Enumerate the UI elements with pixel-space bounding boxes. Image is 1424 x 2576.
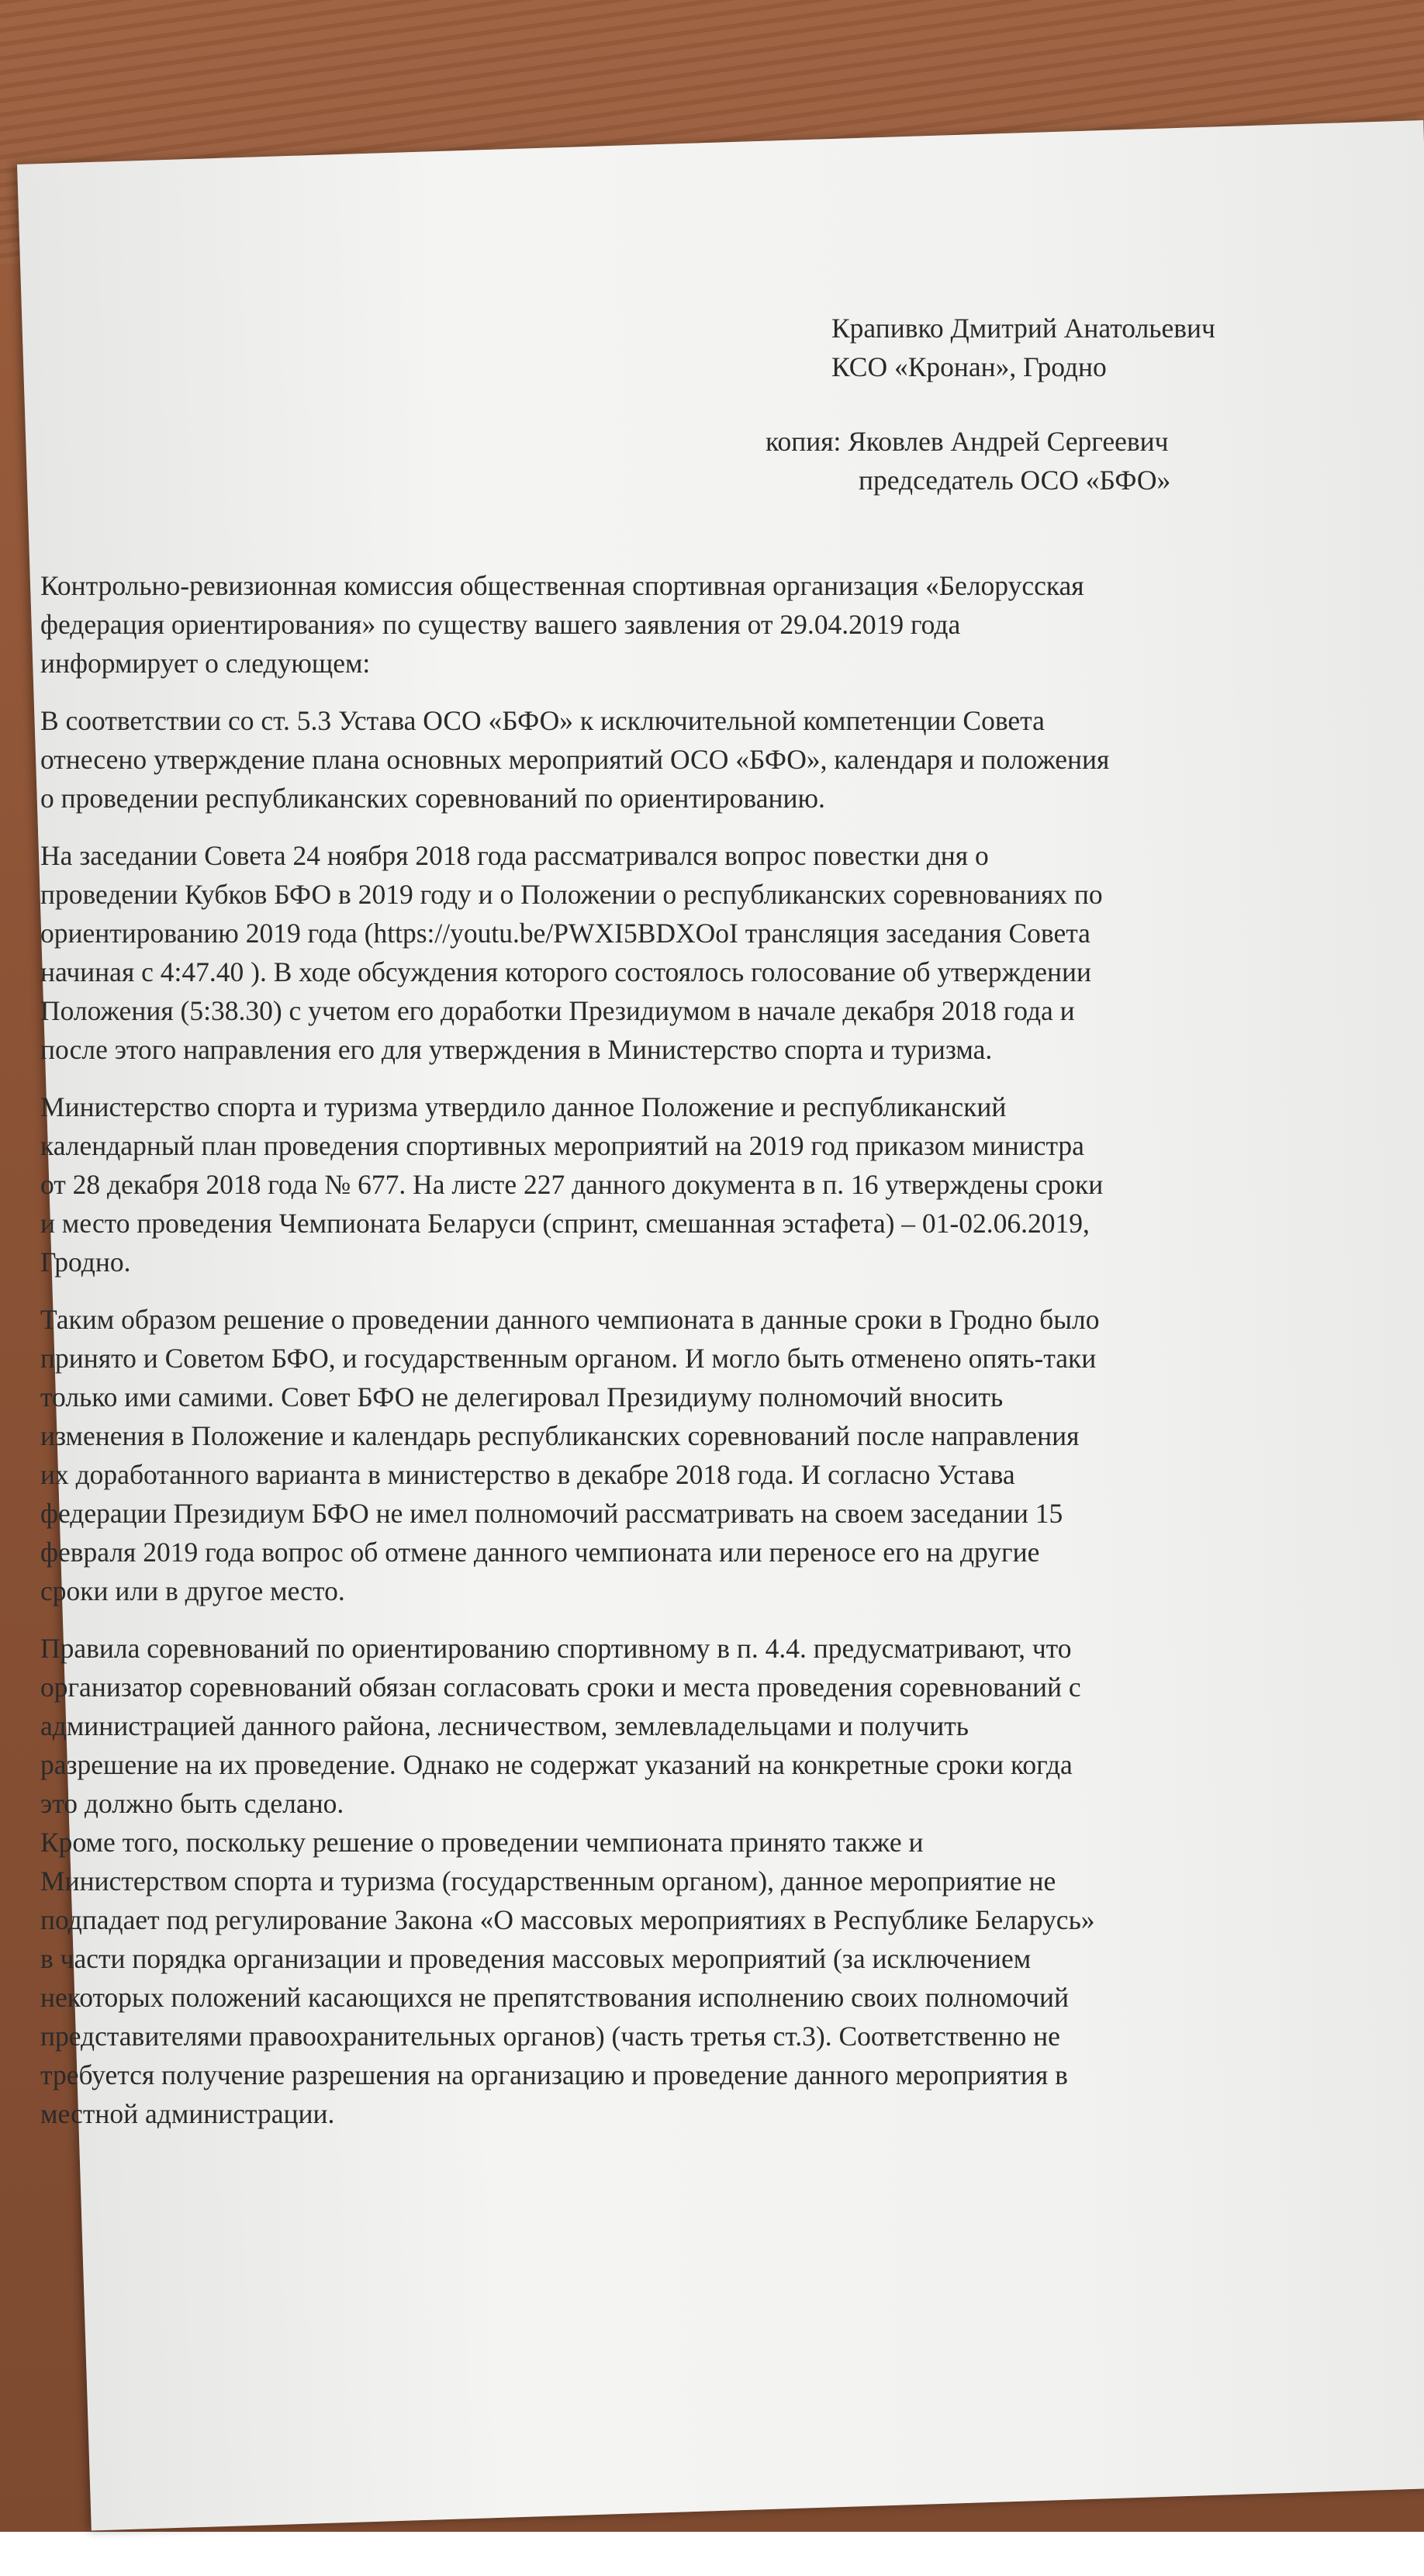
copy-recipient-title: председатель ОСО «БФО»	[859, 465, 1171, 496]
text-line: сроки или в другое место.	[40, 1575, 345, 1606]
text-line: Министерство спорта и туризма утвердило данное Положение и республиканский	[40, 1091, 1007, 1122]
paper-sheet	[17, 120, 1424, 2530]
text-line: принято и Советом БФО, и государственным органом. И могло быть отменено опять-таки	[40, 1343, 1097, 1374]
letter-body	[40, 566, 1374, 2133]
text-line: В соответствии со ст. 5.3 Устава ОСО «БФО» к исключительной компетенции Совета	[40, 705, 1045, 736]
text-line: разрешение на их проведение. Однако не содержат указаний на конкретные сроки когда	[40, 1749, 1073, 1780]
text-line: Гродно.	[40, 1247, 131, 1278]
addressee-block	[831, 309, 1215, 386]
text-line: в части порядка организации и проведения массовых мероприятий (за исключением	[40, 1943, 1032, 1974]
text-line: федерации Президиум БФО не имел полномочий рассматривать на своем заседании 15	[40, 1498, 1063, 1529]
text-line: от 28 декабря 2018 года № 677. На листе 227 данного документа в п. 16 утверждены сроки	[40, 1169, 1104, 1200]
addressee-name: Крапивко Дмитрий Анатольевич	[831, 313, 1215, 344]
text-line: информирует о следующем:	[40, 648, 371, 679]
text-line: только ими самими. Совет БФО не делегировал Президиуму полномочий вносить	[40, 1381, 1004, 1412]
text-line: февраля 2019 года вопрос об отмене данного чемпионата или переносе его на другие	[40, 1537, 1040, 1568]
text-line: подпадает под регулирование Закона «О массовых мероприятиях в Республике Беларусь»	[40, 1904, 1095, 1935]
text-line: представителями правоохранительных органов) (часть третья ст.3). Соответственно не	[40, 2021, 1060, 2052]
text-line: Таким образом решение о проведении данного чемпионата в данные сроки в Гродно было	[40, 1304, 1100, 1335]
copy-recipient-name: копия: Яковлев Андрей Сергеевич	[766, 426, 1169, 457]
text-line: Контрольно-ревизионная комиссия общественная спортивная организация «Белорусская	[40, 570, 1084, 601]
text-line: федерация ориентирования» по существу вашего заявления от 29.04.2019 года	[40, 609, 961, 640]
text-line: местной администрации.	[40, 2098, 335, 2129]
text-line: организатор соревнований обязан согласовать сроки и места проведения соревнований с	[40, 1672, 1081, 1703]
text-line: Правила соревнований по ориентированию спортивному в п. 4.4. предусматривают, что	[40, 1633, 1072, 1664]
paragraph-council-meeting	[40, 836, 1374, 1069]
copy-recipient-block	[766, 422, 1170, 500]
text-line: после этого направления его для утверждения в Министерство спорта и туризма.	[40, 1034, 993, 1065]
text-line: Положения (5:38.30) с учетом его доработки Президиумом в начале декабря 2018 года и	[40, 995, 1075, 1026]
paragraph-conclusion	[40, 1300, 1374, 1610]
letter-content	[17, 164, 1424, 2532]
text-line: о проведении республиканских соревнований по ориентированию.	[40, 783, 825, 814]
text-line: календарный план проведения спортивных мероприятий на 2019 год приказом министра	[40, 1130, 1084, 1161]
text-line: это должно быть сделано.	[40, 1788, 344, 1819]
paragraph-charter	[40, 701, 1374, 818]
text-line: ориентированию 2019 года (https://youtu.be/PWXI5BDXOoI трансляция заседания Совета	[40, 918, 1090, 949]
paragraph-intro	[40, 566, 1374, 683]
paragraph-mass-events-law	[40, 1823, 1374, 2133]
text-line: администрацией данного района, лесничеством, землевладельцами и получить	[40, 1710, 969, 1741]
paragraph-competition-rules	[40, 1629, 1374, 1823]
text-line: и место проведения Чемпионата Беларуси (спринт, смешанная эстафета) – 01-02.06.2019,	[40, 1208, 1090, 1239]
text-line: некоторых положений касающихся не препятствования исполнению своих полномочий	[40, 1982, 1069, 2013]
addressee-organization: КСО «Кронан», Гродно	[831, 351, 1107, 382]
paragraph-ministry	[40, 1087, 1374, 1281]
text-line: На заседании Совета 24 ноября 2018 года рассматривался вопрос повестки дня о	[40, 840, 989, 871]
text-line: требуется получение разрешения на организацию и проведение данного мероприятия в	[40, 2059, 1068, 2090]
text-line: изменения в Положение и календарь республиканских соревнований после направления	[40, 1420, 1080, 1451]
text-line: проведении Кубков БФО в 2019 году и о Положении о республиканских соревнованиях по	[40, 879, 1103, 910]
text-line: начиная с 4:47.40 ). В ходе обсуждения которого состоялось голосование об утверждении	[40, 956, 1091, 987]
text-line: отнесено утверждение плана основных мероприятий ОСО «БФО», календаря и положения	[40, 744, 1110, 775]
text-line: их доработанного варианта в министерство в декабре 2018 года. И согласно Устава	[40, 1459, 1015, 1490]
text-line: Министерством спорта и туризма (государственным органом), данное мероприятие не	[40, 1865, 1056, 1897]
text-line: Кроме того, поскольку решение о проведении чемпионата принято также и	[40, 1827, 924, 1858]
